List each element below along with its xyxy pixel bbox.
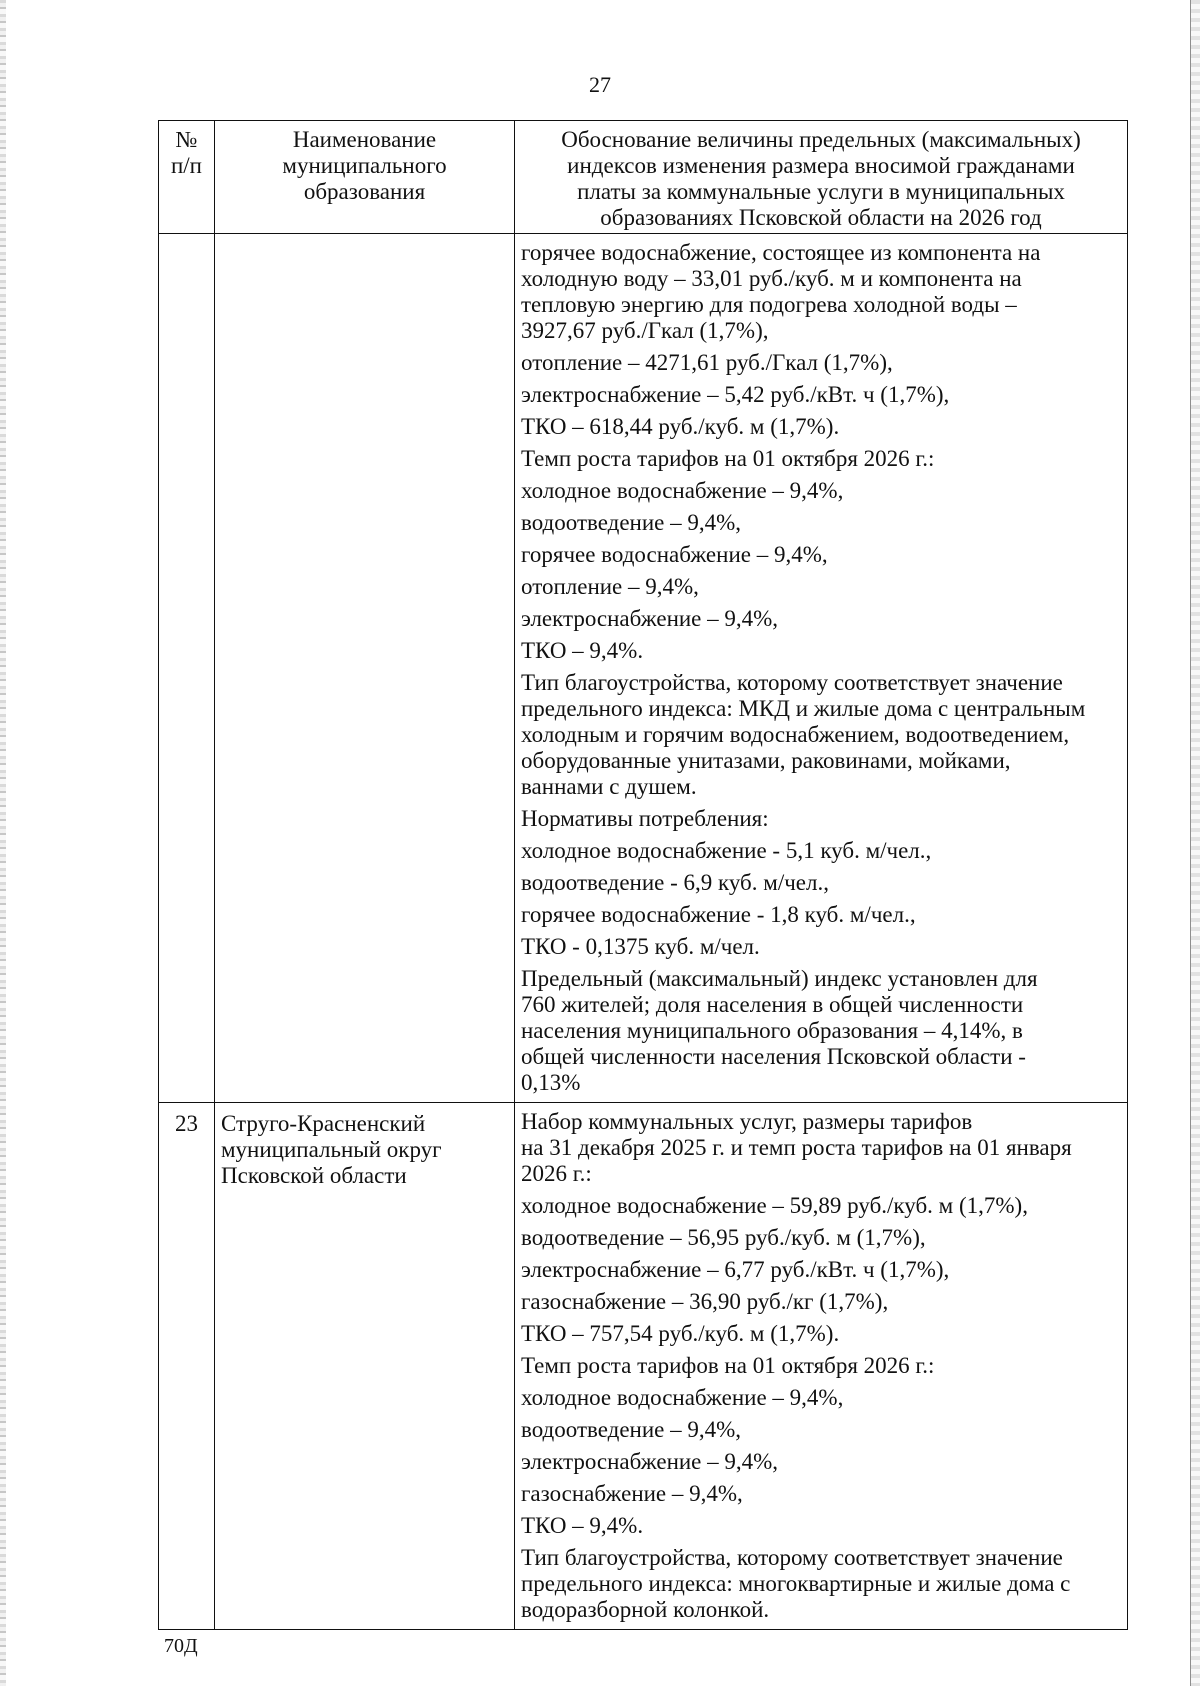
table-row xyxy=(159,1103,1128,1630)
justification-paragraph: горячее водоснабжение, состоящее из компонента на холодную воду – 33,01 руб./куб. м и компонента на тепловую энергию для подогрева холодной воды – 3927,67 руб./Гкал (1,7%), xyxy=(521,240,1041,343)
justification-paragraph: холодное водоснабжение – 9,4%, xyxy=(521,478,844,503)
row-municipality-name: Струго-Красненский муниципальный округ Псковской области xyxy=(215,1103,515,1630)
justification-paragraph: Тип благоустройства, которому соответствует значение предельного индекса: многоквартирные и жилые дома с водоразборной колонкой. xyxy=(521,1545,1071,1622)
page-number: 27 xyxy=(589,72,611,97)
justification-paragraph: электроснабжение – 9,4%, xyxy=(521,1449,779,1474)
row-number: 23 xyxy=(159,1103,215,1630)
justification-paragraph: ТКО – 9,4%. xyxy=(521,638,644,663)
justification-paragraph: отопление – 9,4%, xyxy=(521,574,699,599)
justification-paragraph: ТКО – 9,4%. xyxy=(521,1513,644,1538)
justification-paragraph: горячее водоснабжение - 1,8 куб. м/чел., xyxy=(521,902,916,927)
justification-paragraph: холодное водоснабжение – 59,89 руб./куб. м (1,7%), xyxy=(521,1193,1028,1218)
justification-paragraph: Темп роста тарифов на 01 октября 2026 г.: xyxy=(521,1353,935,1378)
justification-paragraph: электроснабжение – 9,4%, xyxy=(521,606,779,631)
justification-paragraph: ТКО - 0,1375 куб. м/чел. xyxy=(521,934,760,959)
justification-paragraph: водоотведение – 56,95 руб./куб. м (1,7%), xyxy=(521,1225,926,1250)
table-header-row xyxy=(159,121,1128,234)
justification-paragraph: холодное водоснабжение – 9,4%, xyxy=(521,1385,844,1410)
justification-paragraph: Набор коммунальных услуг, размеры тарифов на 31 декабря 2025 г. и темп роста тарифов на 01 января 2026 г.: xyxy=(521,1109,1072,1186)
justification-paragraph: электроснабжение – 5,42 руб./кВт. ч (1,7%), xyxy=(521,382,950,407)
row-number xyxy=(159,234,215,1103)
justification-paragraph: Темп роста тарифов на 01 октября 2026 г.: xyxy=(521,446,935,471)
justification-paragraph: водоотведение – 9,4%, xyxy=(521,510,742,535)
justification-paragraph: Нормативы потребления: xyxy=(521,806,769,831)
justification-paragraph: отопление – 4271,61 руб./Гкал (1,7%), xyxy=(521,350,893,375)
scan-edge-right xyxy=(1190,0,1200,1686)
justification-paragraph: ТКО – 618,44 руб./куб. м (1,7%). xyxy=(521,414,840,439)
justification-paragraph: газоснабжение – 36,90 руб./кг (1,7%), xyxy=(521,1289,889,1314)
justification-paragraph: Тип благоустройства, которому соответствует значение предельного индекса: МКД и жилые дома с центральным холодным и горячим водоснабжением, водоотведением, оборудованные унитазами, раковинами, мойками, ваннами с душем. xyxy=(521,670,1086,799)
justification-paragraph: электроснабжение – 6,77 руб./кВт. ч (1,7%), xyxy=(521,1257,950,1282)
header-justification: Обоснование величины предельных (максимальных) индексов изменения размера вносимой гражданами платы за коммунальные услуги в муниципальных образованиях Псковской области на 2026 год xyxy=(515,121,1128,234)
justification-paragraph: газоснабжение – 9,4%, xyxy=(521,1481,743,1506)
justification-paragraph: горячее водоснабжение – 9,4%, xyxy=(521,542,828,567)
justification-paragraph: холодное водоснабжение - 5,1 куб. м/чел., xyxy=(521,838,932,863)
tariff-table xyxy=(158,120,1128,1630)
header-name: Наименование муниципального образования xyxy=(215,121,515,234)
justification-paragraph: водоотведение - 6,9 куб. м/чел., xyxy=(521,870,829,895)
row-justification xyxy=(515,234,1128,1103)
row-municipality-name xyxy=(215,234,515,1103)
table-row xyxy=(159,234,1128,1103)
justification-paragraph: водоотведение – 9,4%, xyxy=(521,1417,742,1442)
header-number: № п/п xyxy=(159,121,215,234)
footer-code: 70Д xyxy=(164,1635,198,1657)
scan-edge-left xyxy=(0,0,6,1686)
row-justification xyxy=(515,1103,1128,1630)
justification-paragraph: ТКО – 757,54 руб./куб. м (1,7%). xyxy=(521,1321,840,1346)
justification-paragraph: Предельный (максимальный) индекс установлен для 760 жителей; доля населения в общей численности населения муниципального образования – 4,14%, в общей численности населения Псковской области - 0,13% xyxy=(521,966,1038,1095)
